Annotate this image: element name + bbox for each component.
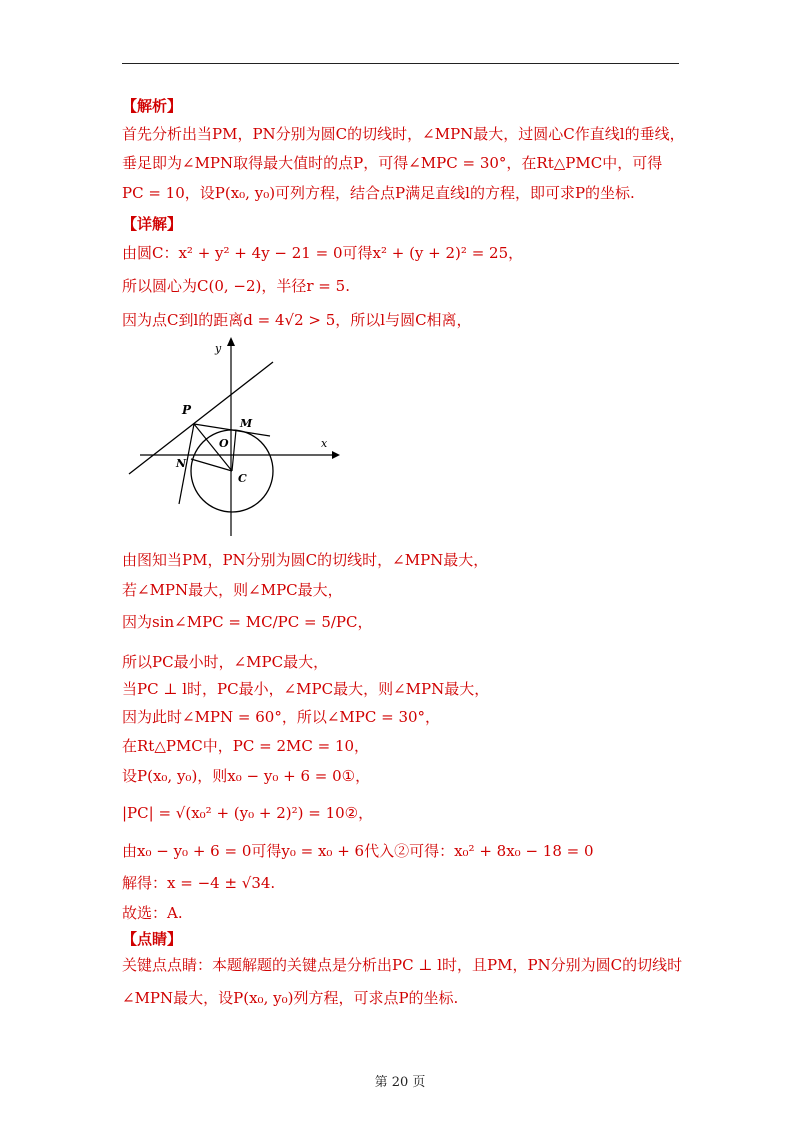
text-line: 设P(x₀, y₀)，则x₀ − y₀ + 6 = 0①， — [122, 767, 371, 785]
text-line: 因为此时∠MPN = 60°，所以∠MPC = 30°， — [122, 708, 441, 726]
text-line: 在Rt△PMC中，PC = 2MC = 10， — [122, 737, 370, 755]
y-axis-arrow — [227, 337, 235, 346]
page-number: 第 20 页 — [374, 1075, 426, 1090]
header-rule — [122, 63, 679, 64]
segment-nc — [191, 459, 232, 471]
point-c-label: C — [238, 472, 247, 485]
x-axis-arrow — [332, 451, 340, 459]
text-line: 首先分析出当PM，PN分别为圆C的切线时，∠MPN最大，过圆心C作直线l的垂线， — [122, 125, 685, 143]
point-m-label: M — [240, 417, 253, 430]
point-p-label: P — [182, 403, 192, 417]
geometry-figure — [122, 336, 352, 542]
text-line: 由图知当PM，PN分别为圆C的切线时，∠MPN最大， — [122, 551, 489, 569]
text-line: 所以圆心为C(0, −2)，半径r = 5. — [122, 277, 350, 295]
text-line: 解得：x = −4 ± √34. — [122, 874, 276, 892]
text-line: 因为点C到l的距离d = 4√2 > 5，所以l与圆C相离， — [122, 311, 472, 329]
text-line: 因为sin∠MPC = MC/PC = 5/PC， — [122, 613, 373, 631]
text-line: 由圆C：x² + y² + 4y − 21 = 0可得x² + (y + 2)² = 25， — [122, 244, 524, 262]
text-line: 关键点点睛：本题解题的关键点是分析出PC ⊥ l时，且PM，PN分别为圆C的切线时 — [122, 956, 683, 974]
text-line: |PC| = √(x₀² + (y₀ + 2)²) = 10②， — [122, 804, 374, 822]
y-axis-label: y — [215, 342, 222, 355]
point-o-label: O — [219, 437, 229, 450]
text-line: 故选：A. — [122, 904, 183, 922]
x-axis-label: x — [321, 437, 328, 450]
text-line: 所以PC最小时，∠MPC最大， — [122, 653, 329, 671]
text-line: ∠MPN最大，设P(x₀, y₀)列方程，可求点P的坐标. — [122, 989, 459, 1007]
text-line: 若∠MPN最大，则∠MPC最大， — [122, 581, 343, 599]
tangent-pm — [194, 424, 270, 436]
text-line: PC = 10，设P(x₀, y₀)可列方程，结合点P满足直线l的方程，即可求P的坐标. — [122, 184, 635, 202]
text-line: 当PC ⊥ l时，PC最小，∠MPC最大，则∠MPN最大， — [122, 680, 490, 698]
section-tag-note: 【点睛】 — [122, 930, 183, 948]
segment-mc — [232, 430, 236, 471]
text-line: 由x₀ − y₀ + 6 = 0可得y₀ = x₀ + 6代入②可得：x₀² + 8x₀ − 18 = 0 — [122, 842, 594, 860]
section-tag-analysis: 【解析】 — [122, 97, 183, 115]
section-tag-detail: 【详解】 — [122, 215, 183, 233]
point-n-label: N — [176, 457, 187, 470]
text-line: 垂足即为∠MPN取得最大值时的点P，可得∠MPC = 30°，在Rt△PMC中，可得 — [122, 154, 663, 172]
